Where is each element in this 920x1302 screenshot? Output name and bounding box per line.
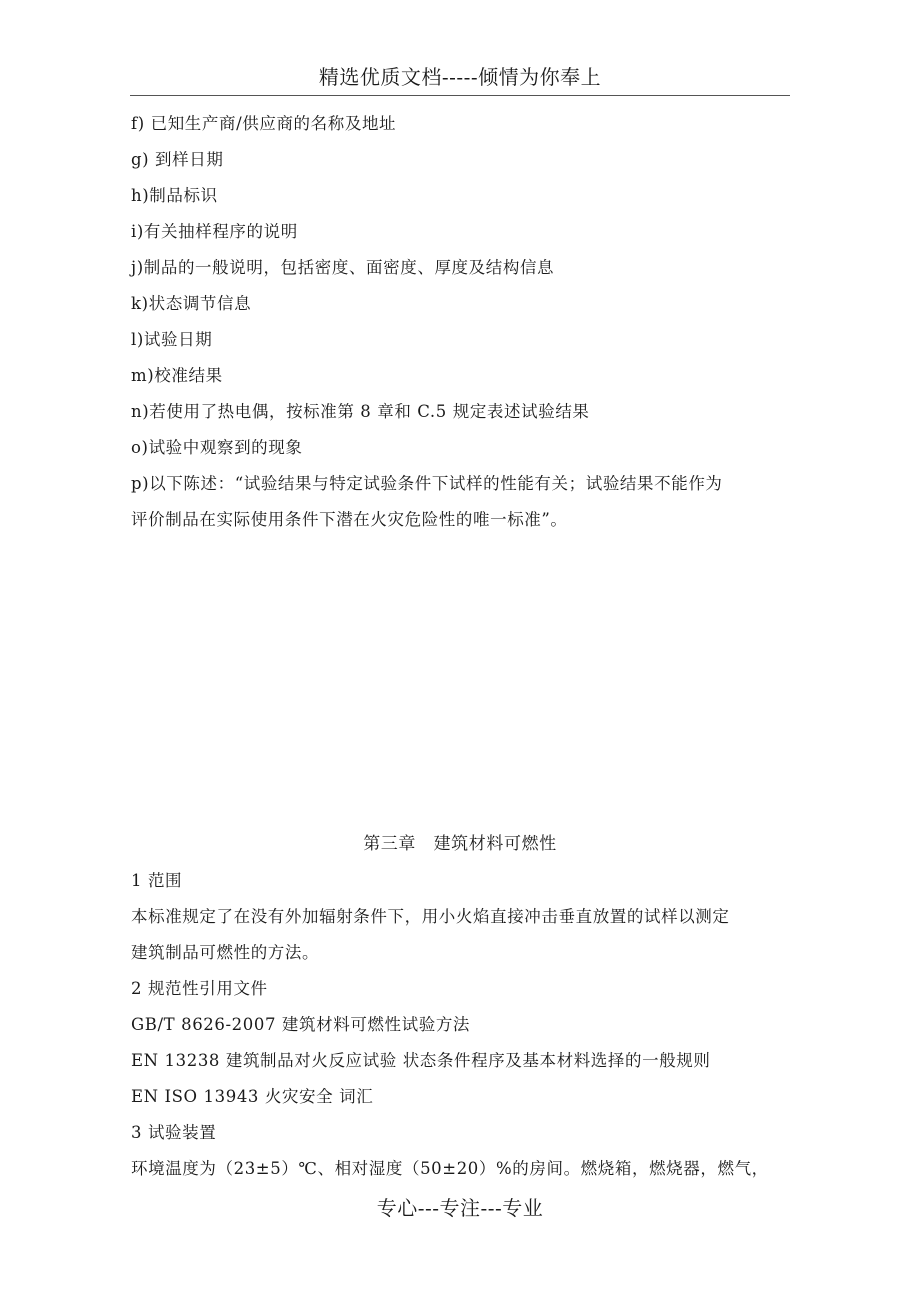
- section-heading-references: 2 规范性引用文件: [131, 979, 268, 998]
- reference-item: EN 13238 建筑制品对火反应试验 状态条件程序及基本材料选择的一般规则: [131, 1051, 711, 1070]
- body-text: 本标准规定了在没有外加辐射条件下，用小火焰直接冲击垂直放置的试样以测定: [131, 907, 730, 926]
- list-item: o)试验中观察到的现象: [131, 438, 303, 457]
- list-item-continuation: 评价制品在实际使用条件下潜在火灾危险性的唯一标准”。: [131, 510, 568, 529]
- body-text: 环境温度为（23±5）℃、相对湿度（50±20）%的房间。燃烧箱，燃烧器，燃气，: [131, 1159, 769, 1178]
- reference-item: GB/T 8626-2007 建筑材料可燃性试验方法: [131, 1015, 471, 1034]
- chapter-title: 第三章 建筑材料可燃性: [363, 834, 557, 854]
- list-item: i)有关抽样程序的说明: [131, 222, 298, 241]
- list-item: f) 已知生产商/供应商的名称及地址: [131, 114, 397, 133]
- section-heading-scope: 1 范围: [131, 871, 183, 890]
- list-item: l)试验日期: [131, 330, 213, 349]
- list-item: h)制品标识: [131, 186, 218, 205]
- list-item: g) 到样日期: [131, 150, 224, 169]
- list-item: p)以下陈述：“试验结果与特定试验条件下试样的性能有关；试验结果不能作为: [131, 474, 723, 493]
- reference-item: EN ISO 13943 火灾安全 词汇: [131, 1087, 374, 1106]
- list-item: j)制品的一般说明，包括密度、面密度、厚度及结构信息: [131, 258, 555, 277]
- section-heading-apparatus: 3 试验装置: [131, 1123, 217, 1142]
- header-divider: [130, 95, 790, 96]
- page-footer: 专心---专注---专业: [376, 1196, 544, 1220]
- list-item: m)校准结果: [131, 366, 223, 385]
- list-item: n)若使用了热电偶，按标准第 8 章和 C.5 规定表述试验结果: [131, 402, 590, 421]
- page-header: 精选优质文档-----倾情为你奉上: [318, 65, 602, 89]
- list-item: k)状态调节信息: [131, 294, 252, 313]
- body-text: 建筑制品可燃性的方法。: [131, 943, 320, 962]
